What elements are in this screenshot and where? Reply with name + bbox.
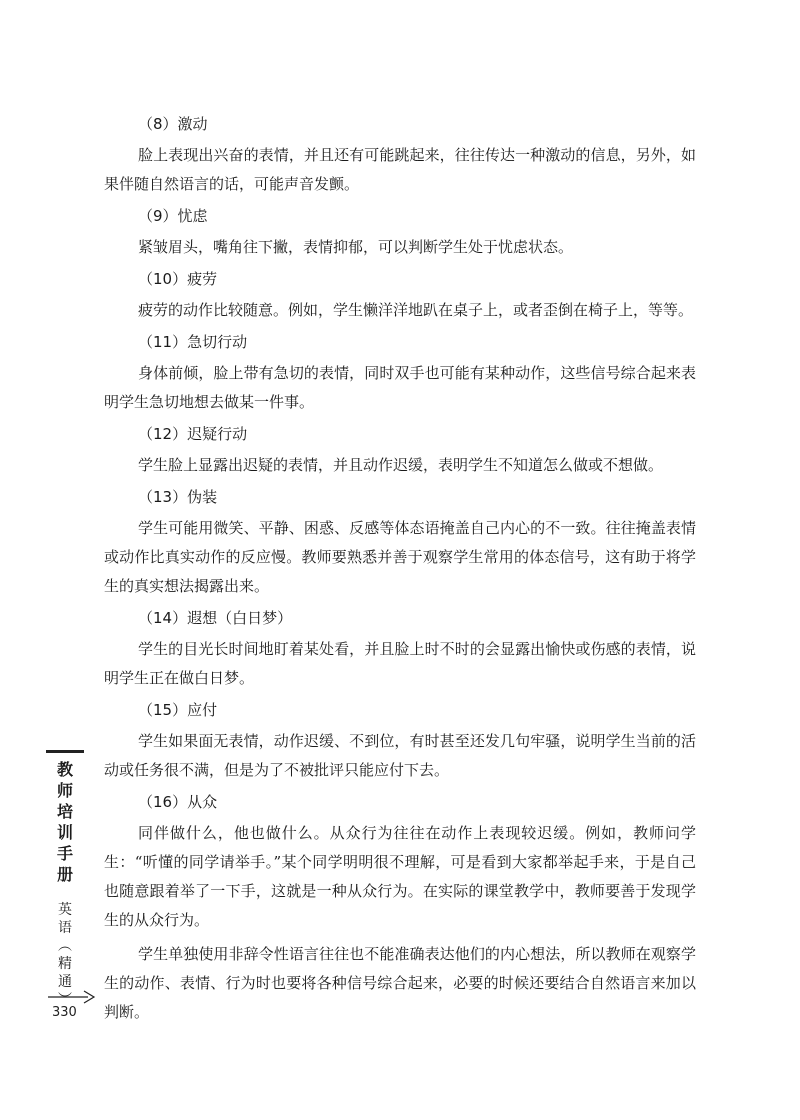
running-sidebar — [46, 750, 86, 1009]
section-heading: （11）急切行动 — [138, 333, 248, 351]
section-heading: （10）疲劳 — [138, 270, 218, 288]
paragraph: 疲劳的动作比较随意。例如，学生懒洋洋地趴在桌子上，或者歪倒在椅子上，等等。 — [138, 301, 694, 319]
sidebar-rule — [46, 750, 84, 753]
paragraph: 紧皱眉头，嘴角往下撇，表情抑郁，可以判断学生处于忧虑状态。 — [138, 238, 574, 256]
section-heading: （14）遐想（白日梦） — [138, 609, 293, 627]
section-heading: （13）伪装 — [138, 488, 218, 506]
book-title: 教 师 培 训 手 册 — [56, 760, 73, 884]
paragraph: 学生的目光长时间地盯着某处看，并且脸上时不时的会显露出愉快或伤感的表情，说明学生正在做白日梦。 — [104, 640, 696, 687]
paragraph: 学生单独使用非辞令性语言往往也不能准确表达他们的内心想法，所以教师在观察学生的动作、表情、行为时也要将各种信号综合起来，必要的时候还要结合自然语言来加以判断。 — [104, 945, 696, 1021]
section-heading: （16）从众 — [138, 793, 218, 811]
paragraph: 脸上表现出兴奋的表情，并且还有可能跳起来，往往传达一种激动的信息，另外，如果伴随自然语言的话，可能声音发颤。 — [104, 146, 696, 193]
book-subtitle: 英 语 ︵ 精 通 ︶ — [58, 902, 72, 1008]
paragraph: 同伴做什么，他也做什么。从众行为往往在动作上表现较迟缓。例如，教师问学生：“听懂的同学请举手。”某个同学明明很不理解，可是看到大家都举起手来，于是自己也随意跟着举了一下手，这就是一种从众行为。在实际的课堂教学中，教师要善于发现学生的从众行为。 — [104, 824, 696, 929]
paragraph: 身体前倾，脸上带有急切的表情，同时双手也可能有某种动作，这些信号综合起来表明学生急切地想去做某一件事。 — [104, 364, 696, 411]
section-heading: （15）应付 — [138, 701, 218, 719]
section-heading: （8）激动 — [138, 115, 208, 133]
paragraph: 学生脸上显露出迟疑的表情，并且动作迟缓，表明学生不知道怎么做或不想做。 — [138, 456, 664, 474]
section-heading: （12）迟疑行动 — [138, 425, 248, 443]
paragraph: 学生可能用微笑、平静、困惑、反感等体态语掩盖自己内心的不一致。往往掩盖表情或动作比真实动作的反应慢。教师要熟悉并善于观察学生常用的体态信号，这有助于将学生的真实想法揭露出来。 — [104, 519, 696, 595]
page-number: 330 — [52, 1005, 77, 1020]
paragraph: 学生如果面无表情，动作迟缓、不到位，有时甚至还发几句牢骚，说明学生当前的活动或任务很不满，但是为了不被批评只能应付下去。 — [104, 732, 696, 779]
main-text — [104, 112, 696, 1032]
section-heading: （9）忧虑 — [138, 207, 208, 225]
page-arrow-icon — [48, 990, 98, 1004]
